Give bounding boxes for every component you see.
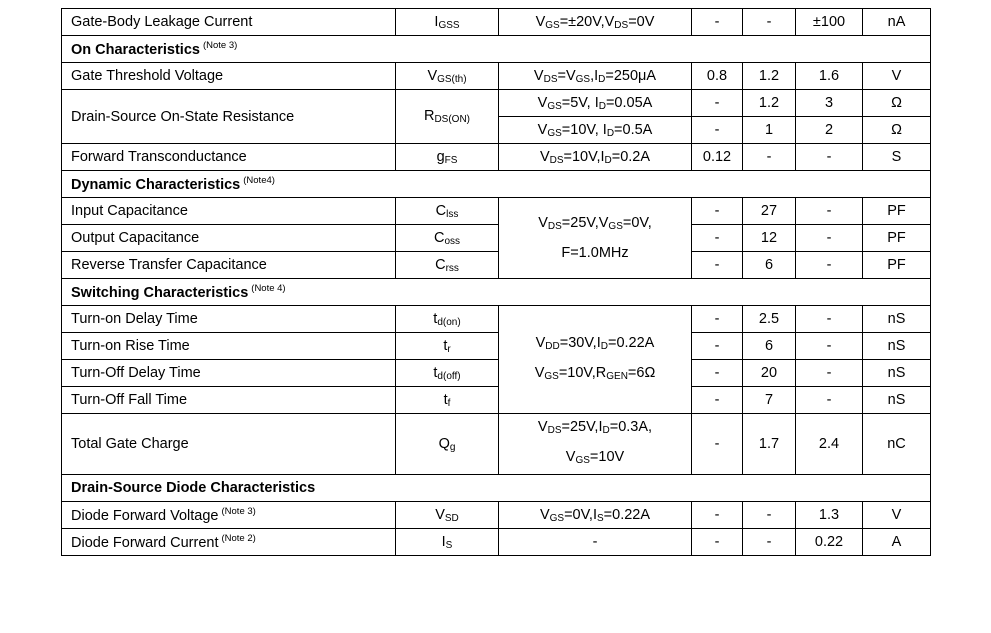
unit-cell: PF bbox=[863, 252, 931, 279]
note-ref: (Note 3) bbox=[221, 506, 256, 517]
unit-cell: S bbox=[863, 144, 931, 171]
table-row bbox=[62, 333, 931, 360]
parameter-name: Output Capacitance bbox=[62, 225, 396, 252]
condition-cell: - bbox=[499, 529, 692, 556]
condition-line: F=1.0MHz bbox=[561, 245, 629, 261]
table-row bbox=[62, 387, 931, 414]
parameter-name: Turn-Off Fall Time bbox=[62, 387, 396, 414]
max-value: - bbox=[796, 306, 863, 333]
table-row bbox=[62, 306, 931, 333]
parameter-name: Input Capacitance bbox=[62, 198, 396, 225]
typ-value: 6 bbox=[743, 333, 796, 360]
symbol-cell: $V_{GS(th)}$ bbox=[396, 63, 499, 90]
max-value: 1.3 bbox=[796, 502, 863, 529]
table-row bbox=[62, 9, 931, 36]
parameter-name: Reverse Transfer Capacitance bbox=[62, 252, 396, 279]
section-title: Dynamic Characteristics $^{(Note4)}$ bbox=[62, 171, 931, 198]
condition-line: $V_{GS}=10V$ bbox=[565, 449, 625, 466]
condition-cell: $V_{DS}=10V,I_D=0.2A$ bbox=[499, 144, 692, 171]
symbol-cell: $t_r$ bbox=[396, 333, 499, 360]
symbol-cell: $t_f$ bbox=[396, 387, 499, 414]
min-value: - bbox=[692, 360, 743, 387]
min-value: - bbox=[692, 333, 743, 360]
typ-value: 1.2 bbox=[743, 90, 796, 117]
symbol-cell: $g_{FS}$ bbox=[396, 144, 499, 171]
typ-value: - bbox=[743, 144, 796, 171]
table-row bbox=[62, 225, 931, 252]
typ-value: 20 bbox=[743, 360, 796, 387]
min-value: - bbox=[692, 198, 743, 225]
symbol-cell: $I_{GSS}$ bbox=[396, 9, 499, 36]
parameter-name: Gate Threshold Voltage bbox=[62, 63, 396, 90]
unit-cell: A bbox=[863, 529, 931, 556]
table-row bbox=[62, 63, 931, 90]
unit-cell: nA bbox=[863, 9, 931, 36]
section-header-row bbox=[62, 475, 931, 502]
note-ref: (Note 3) bbox=[202, 40, 238, 51]
min-value: - bbox=[692, 502, 743, 529]
typ-value: 1 bbox=[743, 117, 796, 144]
table-row bbox=[62, 414, 931, 475]
max-value: - bbox=[796, 225, 863, 252]
parameter-name: Forward Transconductance bbox=[62, 144, 396, 171]
typ-value: 7 bbox=[743, 387, 796, 414]
unit-cell: Ω bbox=[863, 117, 931, 144]
section-header-row bbox=[62, 279, 931, 306]
typ-value: 1.2 bbox=[743, 63, 796, 90]
unit-cell: Ω bbox=[863, 90, 931, 117]
typ-value: - bbox=[743, 529, 796, 556]
note-ref: (Note4) bbox=[243, 175, 275, 186]
max-value: 3 bbox=[796, 90, 863, 117]
min-value: 0.8 bbox=[692, 63, 743, 90]
min-value: - bbox=[692, 387, 743, 414]
symbol-cell: $V_{SD}$ bbox=[396, 502, 499, 529]
condition-cell bbox=[499, 414, 692, 475]
symbol-cell: $C_{oss}$ bbox=[396, 225, 499, 252]
typ-value: 27 bbox=[743, 198, 796, 225]
table-row bbox=[62, 529, 931, 556]
condition-cell: $V_{DS}=V_{GS},I_D=250\mu A$ bbox=[499, 63, 692, 90]
min-value: - bbox=[692, 414, 743, 475]
unit-cell: nS bbox=[863, 360, 931, 387]
symbol-cell: $R_{DS(ON)}$ bbox=[396, 90, 499, 144]
parameter-name: Drain-Source On-State Resistance bbox=[62, 90, 396, 144]
unit-cell: nS bbox=[863, 333, 931, 360]
symbol-cell: $t_{d(off)}$ bbox=[396, 360, 499, 387]
max-value: 2 bbox=[796, 117, 863, 144]
max-value: - bbox=[796, 333, 863, 360]
typ-value: - bbox=[743, 9, 796, 36]
electrical-characteristics-table bbox=[61, 8, 931, 556]
min-value: - bbox=[692, 252, 743, 279]
unit-cell: nS bbox=[863, 306, 931, 333]
condition-line: $V_{DD}=30V,I_D=0.22A$ bbox=[535, 334, 655, 352]
section-header-row bbox=[62, 36, 931, 63]
section-title: Drain-Source Diode Characteristics bbox=[62, 475, 931, 502]
parameter-name: Diode Forward Voltage $^{(Note 3)}$ bbox=[62, 502, 396, 529]
typ-value: 6 bbox=[743, 252, 796, 279]
min-value: - bbox=[692, 529, 743, 556]
condition-cell: $V_{GS}=10V$, $I_D=0.5A$ bbox=[499, 117, 692, 144]
unit-cell: V bbox=[863, 502, 931, 529]
symbol-cell: $t_{d(on)}$ bbox=[396, 306, 499, 333]
note-ref: (Note 2) bbox=[221, 533, 256, 544]
min-value: - bbox=[692, 306, 743, 333]
typ-value: 12 bbox=[743, 225, 796, 252]
min-value: - bbox=[692, 9, 743, 36]
min-value: - bbox=[692, 225, 743, 252]
section-header-row bbox=[62, 171, 931, 198]
max-value: - bbox=[796, 144, 863, 171]
unit-cell: V bbox=[863, 63, 931, 90]
table-row bbox=[62, 252, 931, 279]
unit-cell: PF bbox=[863, 198, 931, 225]
section-title: On Characteristics $^{(Note 3)}$ bbox=[62, 36, 931, 63]
max-value: 0.22 bbox=[796, 529, 863, 556]
max-value: 1.6 bbox=[796, 63, 863, 90]
condition-line: $V_{DS}=25V,V_{GS}=0V$, bbox=[538, 215, 652, 232]
parameter-name: Total Gate Charge bbox=[62, 414, 396, 475]
section-title: Switching Characteristics $^{(Note 4)}$ bbox=[62, 279, 931, 306]
condition-cell: $V_{GS}=5V$, $I_D=0.05A$ bbox=[499, 90, 692, 117]
symbol-cell: $Q_g$ bbox=[396, 414, 499, 475]
max-value: - bbox=[796, 360, 863, 387]
parameter-name: Turn-Off Delay Time bbox=[62, 360, 396, 387]
parameter-name: Gate-Body Leakage Current bbox=[62, 9, 396, 36]
min-value: - bbox=[692, 117, 743, 144]
condition-line: $V_{DS}=25V,I_D=0.3A$, bbox=[537, 419, 653, 436]
unit-cell: PF bbox=[863, 225, 931, 252]
condition-line: $V_{GS}=10V,R_{GEN}=6\Omega$ bbox=[534, 364, 656, 382]
symbol-cell: $C_{lss}$ bbox=[396, 198, 499, 225]
parameter-name: Turn-on Delay Time bbox=[62, 306, 396, 333]
unit-cell: nS bbox=[863, 387, 931, 414]
min-value: - bbox=[692, 90, 743, 117]
table-row bbox=[62, 502, 931, 529]
condition-cell: $V_{GS}=\pm 20V,V_{DS}=0V$ bbox=[499, 9, 692, 36]
typ-value: 1.7 bbox=[743, 414, 796, 475]
condition-cell bbox=[499, 198, 692, 279]
unit-cell: nC bbox=[863, 414, 931, 475]
typ-value: 2.5 bbox=[743, 306, 796, 333]
table-row bbox=[62, 90, 931, 117]
max-value: 2.4 bbox=[796, 414, 863, 475]
parameter-name: Diode Forward Current $^{(Note 2)}$ bbox=[62, 529, 396, 556]
max-value: - bbox=[796, 387, 863, 414]
symbol-cell: $C_{rss}$ bbox=[396, 252, 499, 279]
table-row bbox=[62, 144, 931, 171]
max-value: - bbox=[796, 198, 863, 225]
max-value: - bbox=[796, 252, 863, 279]
typ-value: - bbox=[743, 502, 796, 529]
symbol-cell: $I_S$ bbox=[396, 529, 499, 556]
parameter-name: Turn-on Rise Time bbox=[62, 333, 396, 360]
condition-cell: $V_{GS}=0V,I_S=0.22A$ bbox=[499, 502, 692, 529]
condition-cell bbox=[499, 306, 692, 414]
max-value: ±100 bbox=[796, 9, 863, 36]
table-row bbox=[62, 198, 931, 225]
min-value: 0.12 bbox=[692, 144, 743, 171]
note-ref: (Note 4) bbox=[251, 283, 286, 294]
table-row bbox=[62, 360, 931, 387]
